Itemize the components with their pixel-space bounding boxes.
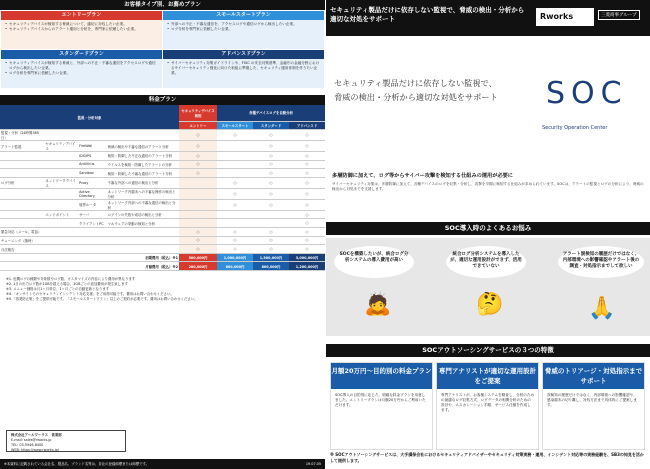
cell-smallstart [217, 141, 253, 152]
cell-standard: ○ [253, 188, 289, 199]
row-category [0, 188, 44, 199]
thinking-person-icon: 🤔 [476, 292, 504, 317]
row-category [0, 199, 44, 210]
cell-advanced: ○ [289, 228, 325, 237]
footnotes [0, 274, 325, 305]
fee-table [0, 105, 325, 271]
footnote: ※2. 1日の出力ログ数が1GBを超える場合、1GBごとの追加費用が発生致します [6, 282, 128, 287]
plan-bullet: • ログ分析を専門家に依頼したい企業。 [167, 27, 320, 32]
cell-smallstart [217, 219, 253, 228]
table-row [0, 152, 325, 161]
cell-advanced: ○ [289, 210, 325, 219]
monthly-cost-entry: 200,000円 [179, 262, 217, 271]
cell-entry [179, 188, 217, 199]
row-description [107, 236, 179, 245]
feature-body: SOC導入の目的別に応じた、明確な料金プランを用意しました。エントリープランは月額20万円からご利用いただけます。 [335, 393, 426, 407]
cell-standard [253, 219, 289, 228]
left-footer [0, 459, 325, 469]
cell-smallstart [217, 152, 253, 161]
row-device [78, 130, 106, 141]
cell-smallstart: ○ [217, 228, 253, 237]
closing-note: ※ SOCアウトソーシングサービスは、大手損保会社におけるセキュリティアドバイザーやセキュリティ対策実務・運用、インシデント対応等の実務経験を、SB3の知見を活かして提供します。 [330, 452, 644, 463]
row-category: アラート監視 [0, 141, 44, 152]
plan-bullet: • ログ分析を専門家に依頼したい企業。 [5, 71, 158, 76]
company-tel: TEL: 03-5946-8400 [11, 443, 44, 447]
doc-date: 19.07.05 [305, 462, 321, 466]
top-banner [326, 0, 650, 36]
cell-advanced: ○ [289, 169, 325, 178]
issue-bubble: 統合ログ分析システムを導入したが、適切な運用設計ができず、活用できていない [446, 246, 526, 278]
cell-entry [179, 219, 217, 228]
table-row [0, 210, 325, 219]
table-row [0, 130, 325, 141]
row-description: 不審な外部への通信の検出と分析 [107, 177, 179, 188]
feature-title: 専門アナリストが適切な運用設計をご提案 [437, 363, 538, 389]
cell-standard: ○ [253, 177, 289, 188]
cell-standard [253, 210, 289, 219]
footnote: ※5.「再発防止策」をご提供可能です。「スモールスタートプラン」以上のご契約が必要です。費用はお問い合わせください。 [6, 297, 198, 302]
company-email[interactable]: E-mail: sales@rworks.jp [11, 438, 52, 442]
cell-standard: ○ [253, 141, 289, 152]
row-description [107, 228, 179, 237]
cell-entry: ○ [179, 169, 217, 178]
row-device: AntiVirus [78, 160, 106, 169]
row-category [0, 219, 44, 228]
table-row [0, 177, 325, 188]
table-head-feature: 監視・分析対象 [0, 105, 179, 130]
cell-smallstart [217, 169, 253, 178]
initial-cost-smallstart: 1,000,000円 [217, 253, 253, 262]
col-advanced: アドバンスド [289, 121, 325, 130]
feature-title: 脅威のトリアージ・対処指示までサポート [543, 363, 644, 389]
feature-card [436, 362, 539, 450]
row-subcategory: ネットワークデバイス [44, 177, 78, 188]
cell-advanced: ○ [289, 141, 325, 152]
issue-bubble: SOCを構築したいが、統合ログ分析システムの導入費用が高い [334, 246, 414, 278]
row-description: ウイルスを検知・防御したアラートの分析 [107, 160, 179, 169]
row-subcategory [44, 130, 78, 141]
plan-title: スモールスタートプラン [163, 11, 324, 20]
feature-card [330, 362, 433, 450]
feature-body: 専門アナリストが、お客様システムを精査し、分析のための最適なログ収集方式、ログデータの相関分析のための設計や、エスカレーション手順、サービス仕様を作成します。 [441, 393, 535, 412]
row-category [0, 160, 44, 169]
cell-advanced: ○ [289, 160, 325, 169]
cell-advanced: ○ [289, 130, 325, 141]
row-description: 検知・防御した不正な通信のアラート分析 [107, 152, 179, 161]
table-head-log-group: 各種デバイスログを自動分析 [217, 105, 325, 121]
cell-standard: ○ [253, 236, 289, 245]
fee-plan-header: 料金プラン [0, 95, 325, 105]
plan-grid [0, 10, 325, 89]
exhausted-person-icon: 🙏 [588, 296, 616, 321]
cell-smallstart: ○ [217, 199, 253, 210]
cell-advanced: ○ [289, 199, 325, 210]
cell-smallstart: ○ [217, 188, 253, 199]
issues-panel [326, 238, 650, 336]
plan-title: エントリープラン [1, 11, 162, 20]
cell-smallstart [217, 210, 253, 219]
row-subcategory [44, 152, 78, 161]
hero-line: 脅威の検出・分析から適切な対処をサポート [334, 92, 498, 102]
cell-standard: ○ [253, 245, 289, 254]
cell-advanced: ○ [289, 219, 325, 228]
cell-advanced: ○ [289, 177, 325, 188]
cell-standard: ○ [253, 152, 289, 161]
plan-bullet: • サイバーセキュリティ対策ガイドラインや、FISC の安全対策基準、金融庁の金融分野におけるサイバーセキュリティ強化に向けた取組に準拠した、セキュリティ運用体制を作りたい企業。 [167, 61, 320, 76]
issue-bubble: アラート誤検知の履歴だけではなく、内部環境への影響確認やアラート後の調査・対処指示までして欲しい [558, 246, 644, 278]
worried-person-icon: 🙇 [364, 292, 392, 317]
table-row [0, 219, 325, 228]
row-category [0, 152, 44, 161]
cell-entry: ○ [179, 245, 217, 254]
col-standard: スタンダード [253, 121, 289, 130]
row-device: クライアントPC [78, 219, 106, 228]
row-subcategory: エンドポイント [44, 210, 78, 219]
row-category [0, 210, 44, 219]
cell-standard: ○ [253, 160, 289, 169]
initial-cost-standard: 1,500,000円 [253, 253, 289, 262]
table-row [0, 228, 325, 237]
row-description: マルウェアの挙動の検知と分析 [107, 219, 179, 228]
row-description: ネットワーク内端末への不審な操作の検出と分析 [107, 188, 179, 199]
col-entry: エントリー [179, 121, 217, 130]
initial-cost-entry: 300,000円 [179, 253, 217, 262]
cell-smallstart: ○ [217, 245, 253, 254]
row-subcategory [44, 219, 78, 228]
monthly-cost-advanced: 1,200,000円 [289, 262, 325, 271]
lead-heading: 多層防御に加えて、ログ等からサイバー攻撃を検知する仕組みの運用が必要に [332, 173, 513, 179]
table-row [0, 160, 325, 169]
cell-advanced: ○ [289, 245, 325, 254]
issues-header: SOC導入時のよくあるお悩み [326, 222, 650, 235]
table-row [0, 188, 325, 199]
table-row [0, 141, 325, 152]
cell-entry [179, 210, 217, 219]
group-badge: 三菱商事グループ [598, 10, 640, 20]
cell-entry: ○ [179, 141, 217, 152]
hero-line: セキュリティ製品だけに依存しない監視で、 [334, 78, 497, 88]
table-head-entry-group: セキュリティデバイス検知 [179, 105, 217, 121]
plan-title: スタンダードプラン [1, 50, 162, 59]
cell-smallstart: ○ [217, 177, 253, 188]
table-row [0, 245, 325, 254]
row-device: サーバ [78, 210, 106, 219]
soc-fullname: Security Operation Center [542, 125, 608, 131]
initial-cost-advanced: 3,000,000円 [289, 253, 325, 262]
plan-bullet: • セキュリティデバイスからのアラート運用と分析を、専門家に依頼したい企業。 [5, 27, 158, 32]
cell-advanced: ○ [289, 188, 325, 199]
cell-standard: ○ [253, 199, 289, 210]
row-subcategory [44, 169, 78, 178]
row-description [107, 130, 179, 141]
cell-entry: ○ [179, 160, 217, 169]
cell-advanced: ○ [289, 236, 325, 245]
row-category: 監視・分析（24時間365日） [0, 130, 44, 141]
table-row [0, 199, 325, 210]
plan-title: アドバンスドプラン [163, 50, 324, 59]
cell-advanced: ○ [289, 152, 325, 161]
monthly-cost-smallstart: 600,000円 [217, 262, 253, 271]
plan-card-advanced [163, 50, 324, 88]
row-category: 緊急対応（メール、電話） [0, 228, 44, 237]
row-device [78, 245, 106, 254]
cell-smallstart: ○ [217, 236, 253, 245]
cell-entry: ○ [179, 152, 217, 161]
cell-entry [179, 199, 217, 210]
table-row [0, 236, 325, 245]
features-header: SOCアウトソーシングサービスの３つの特徴 [326, 344, 650, 357]
plan-card-standard [1, 50, 162, 88]
initial-cost-label: 初期費用（税込）※1 [0, 253, 179, 262]
cell-entry [179, 177, 217, 188]
feature-title: 月額20万円〜目的別の料金プラン [331, 363, 432, 389]
row-device: Active Directory [78, 188, 106, 199]
cell-entry: ○ [179, 130, 217, 141]
row-subcategory [44, 228, 78, 237]
cell-entry: ○ [179, 228, 217, 237]
row-device [78, 236, 106, 245]
table-row [0, 169, 325, 178]
row-description: ログインの失敗や成功の検出と分析 [107, 210, 179, 219]
footnote: ※1. 危機ログの種類や対象数やログ数、カスタマイズの内容により費用が異なります [6, 277, 136, 282]
row-device: FireWall [78, 141, 106, 152]
row-subcategory [44, 160, 78, 169]
cell-standard: ○ [253, 228, 289, 237]
cell-standard: ○ [253, 130, 289, 141]
row-device: 境界ルータ [78, 199, 106, 210]
row-description [107, 245, 179, 254]
soc-wordmark: SOC [546, 76, 628, 111]
monthly-cost-label: 月額費用（税込）※2 [0, 262, 179, 271]
row-subcategory [44, 236, 78, 245]
rworks-logo: Rworks [536, 8, 594, 26]
row-subcategory: セキュリティデバイス [44, 141, 78, 152]
row-device: Proxy [78, 177, 106, 188]
monthly-cost-standard: 800,000円 [253, 262, 289, 271]
row-description: ネットワーク内部への不審な通信の検出と分析 [107, 199, 179, 210]
recommended-plans-header: お客様タイプ別、お薦めプラン [0, 0, 325, 10]
row-subcategory [44, 188, 78, 199]
footnote: ※4.「オンサイトでのセキュリティインシデント対応支援」をご用命可能です。費用はお問い合わせください。 [6, 292, 174, 297]
cell-smallstart: ○ [217, 130, 253, 141]
row-category: 月次報告 [0, 245, 44, 254]
row-subcategory [44, 245, 78, 254]
lead-body: サイバーセキュリティ対策は、多層防御に加えて、各種デバイスのログを収集・分析し、攻撃を早期に検知する仕組みが求められています。SOCは、アラートの監視とログの分析により、脅威の検出から対処までを支援します。 [332, 182, 644, 191]
row-category [0, 169, 44, 178]
row-description: 脅威の検出や不審な通信のアラート分析 [107, 141, 179, 152]
company-contact-box [6, 430, 126, 452]
row-device: Sandbox [78, 169, 106, 178]
cell-entry: ○ [179, 236, 217, 245]
plan-bullet: • 外部への不正・不審な通信を、アクセスログや通信ログから検出したい企業。 [167, 22, 320, 27]
top-title: セキュリティ製品だけに依存しない監視で、脅威の検出・分析から適切な対処をサポート [330, 6, 525, 23]
feature-card [542, 362, 645, 450]
row-description: 検知・防御した不審な通信のアラート分析 [107, 169, 179, 178]
row-category: ログ分析 [0, 177, 44, 188]
row-subcategory [44, 199, 78, 210]
plan-card-entry [1, 11, 162, 49]
row-category: チューニング（随時） [0, 236, 44, 245]
plan-bullet: • セキュリティデバイスが検知する脅威について、適切に対処したい企業。 [5, 22, 158, 27]
feature-body: 誤検知の履歴だけではなく、内部環境への影響確認や、感染端末の切り離し、対処方法まで具体的にご提案します。 [547, 393, 637, 407]
hero-subtitle [334, 76, 498, 104]
col-smallstart: スモールスタート [217, 121, 253, 130]
plan-bullet: • セキュリティデバイスが検知する脅威と、外部への不正・不審な通信をアクセスログや通信ログから検出したい企業。 [5, 61, 158, 71]
right-page [326, 0, 650, 469]
plan-card-smallstart [163, 11, 324, 49]
cell-standard: ○ [253, 169, 289, 178]
row-device: IDS/IPS [78, 152, 106, 161]
company-web[interactable]: WEB: https://www.rworks.jp/ [11, 448, 59, 452]
row-device [78, 228, 106, 237]
footnote: ※3. メニュー価格は月1ヶ月単位、1ヶ月ごとの自動更新となります [6, 287, 110, 292]
cell-smallstart [217, 160, 253, 169]
trademark-note: ※本資料に記載されている会社名、製品名、ブランド名等は、各社の登録商標または商標です。 [4, 462, 149, 466]
company-name: 株式会社アールワークス 営業部 [11, 433, 62, 437]
